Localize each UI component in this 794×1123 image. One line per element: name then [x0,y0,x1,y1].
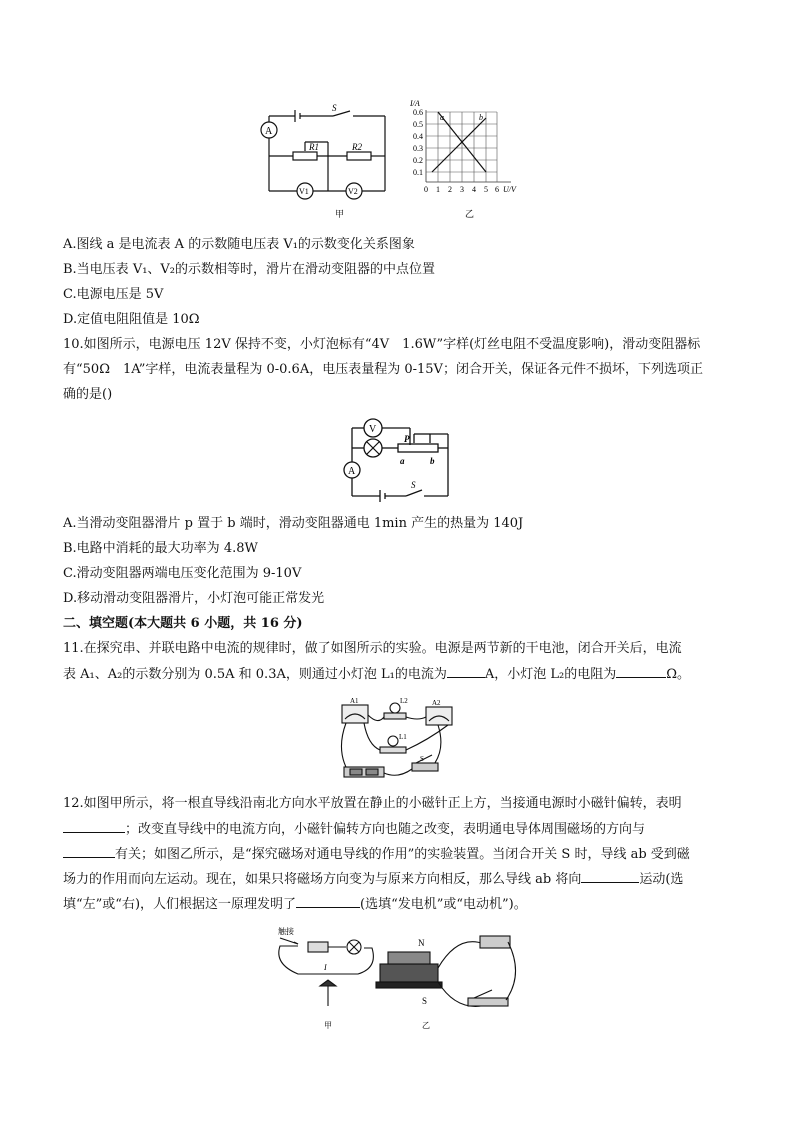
q12-text: 场力的作用而向左运动。现在，如果只将磁场方向变为与原来方向相反，那么导线 ab 将向 [63,872,582,887]
q9-circuit-diagram [255,98,535,222]
y-tick: 0.5 [413,120,423,129]
q9-option-c: C.电源电压是 5V [63,287,164,302]
q12-stem-line4 [63,870,683,889]
q12-current-label: I [324,963,327,972]
q11-blank-2[interactable] [616,665,666,678]
q10-option-a: A.当滑动变阻器滑片 p 置于 b 端时，滑动变阻器通电 1min 产生的热量为 140J [63,516,524,531]
q12-text: 运动(选 [639,872,684,887]
x-tick: 4 [472,185,476,194]
v1-label: V1 [299,187,309,196]
q10-ammeter-label: A [348,466,356,477]
q12-south-label: S [422,996,428,1006]
iu-graph [409,99,517,219]
q10-slider-label: P [404,434,410,444]
q12-text: (选填“发电机”或“电动机”)。 [360,897,527,912]
q12-north-label: N [418,938,425,948]
q10-stem-line1: 10.如图所示，电源电压 12V 保持不变，小灯泡标有“4V 1.6W”字样(灯丝电阻不受温度影响)，滑动变阻器标 [63,337,701,352]
q9-option-a: A.图线 a 是电流表 A 的示数随电压表 V₁的示数变化关系图象 [63,237,415,252]
line-b [432,118,486,172]
q11-experiment-figure [328,695,468,783]
q9-option-d: D.定值电阻阻值是 10Ω [63,312,200,327]
q10-switch-label: S [411,480,416,490]
q10-stem-line2: 有“50Ω 1A”字样，电流表量程为 0-0.6A，电压表量程为 0-15V；闭合开关，保证各元件不损坏，下列选项正 [63,362,703,377]
y-tick: 0.2 [413,156,423,165]
q11-text: 表 A₁、A₂的示数分别为 0.5A 和 0.3A，则通过小灯泡 L₁的电流为 [63,667,447,682]
q10-end-a: a [400,456,405,466]
y-tick: 0.6 [413,108,423,117]
x-tick: 1 [436,185,440,194]
q11-stem-line1: 11.在探究串、并联电路中电流的规律时，做了如图所示的实验。电源是两节新的干电池，闭合开关后，电流 [63,641,682,656]
x-tick: 2 [448,185,452,194]
q10-voltmeter-label: V [369,424,377,435]
q11-text: Ω。 [666,667,690,682]
q12-touch-label: 触接 [278,927,294,936]
q11-a2-label: A2 [432,699,441,707]
q12-stem-line2 [63,820,645,839]
x-tick: 6 [495,185,499,194]
q12-stem-line5 [63,895,527,914]
q11-l1-label: L1 [399,733,407,741]
q11-a1-label: A1 [350,697,359,705]
q12-text: 填“左”或“右)，人们根据这一原理发明了 [63,897,297,912]
q12-figure [268,924,530,1036]
line-b-label: b [479,113,483,122]
switch-label: S [332,103,337,113]
x-tick: 0 [424,185,428,194]
q11-text: A，小灯泡 L₂的电阻为 [484,667,617,682]
line-a-label: a [440,113,444,122]
q11-experiment-diagram [328,695,468,783]
x-tick: 5 [484,185,488,194]
q10-option-d: D.移动滑动变阻器滑片，小灯泡可能正常发光 [63,591,325,606]
y-tick: 0.4 [413,132,423,141]
q10-circuit-diagram [338,418,456,502]
q12-blank-4[interactable] [296,895,360,908]
q10-stem-line3: 确的是() [63,387,113,402]
ammeter-label: A [265,126,273,137]
q9-option-b: B.当电压表 V₁、V₂的示数相等时，滑片在滑动变阻器的中点位置 [63,262,436,277]
q11-l2-label: L2 [400,697,408,705]
q11-stem-line2 [63,665,690,684]
r2-label: R2 [352,142,362,152]
q12-stem-line1: 12.如图甲所示，将一根直导线沿南北方向水平放置在静止的小磁针正上方，当接通电源时小磁针偏转，表明 [63,796,682,811]
caption-yi: 乙 [465,209,475,219]
q10-option-c: C.滑动变阻器两端电压变化范围为 9-10V [63,566,302,581]
y-tick: 0.1 [413,168,423,177]
q10-option-b: B.电路中消耗的最大功率为 4.8W [63,541,258,556]
q12-text: ；改变直导线中的电流方向，小磁针偏转方向也随之改变，表明通电导体周围磁场的方向与 [125,822,646,837]
q10-circuit-figure [338,418,456,502]
y-axis-label: I/A [410,99,420,108]
q12-caption-yi: 乙 [422,1021,430,1030]
y-tick: 0.3 [413,144,423,153]
x-tick: 3 [460,185,464,194]
q12-blank-1[interactable] [63,820,125,833]
q12-blank-2[interactable] [63,845,115,858]
v2-label: V2 [348,187,358,196]
q11-switch-label: S [420,755,424,763]
r1-label: R1 [309,142,319,152]
q12-diagram [268,924,530,1036]
q10-end-b: b [430,456,435,466]
q12-caption-jia: 甲 [324,1021,332,1030]
q12-text: 有关；如图乙所示，是“探究磁场对通电导线的作用”的实验装置。当闭合开关 S 时，导线 ab 受到磁 [115,847,690,862]
q12-stem-line3 [63,845,690,864]
caption-jia: 甲 [335,209,345,219]
section-heading-fill-in: 二、填空题(本大题共 6 小题，共 16 分) [63,616,303,631]
q9-circuit-figure [255,98,535,222]
q12-blank-3[interactable] [581,870,639,883]
q11-blank-1[interactable] [447,665,485,678]
x-axis-label: U/V [503,185,516,194]
